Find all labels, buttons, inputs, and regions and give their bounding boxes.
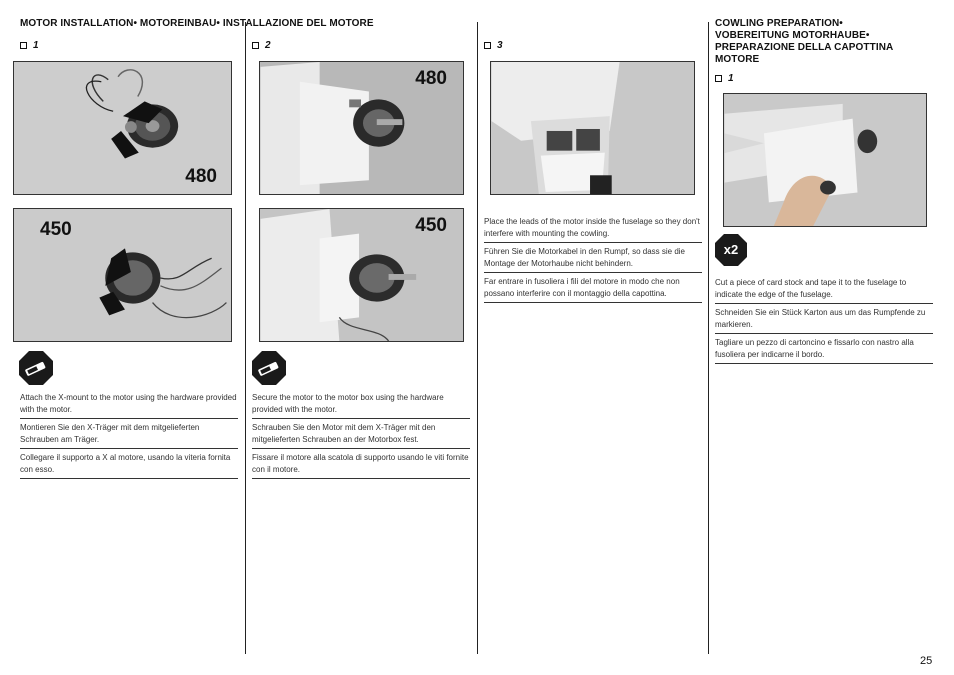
step-1-label (715, 73, 734, 84)
quantity-badge (715, 234, 747, 266)
photo-motor-leads-fuselage (490, 61, 695, 195)
heading-line: COWLING PREPARATION• (715, 18, 843, 29)
step-number: 3 (497, 40, 503, 51)
photo-motor-450-box (259, 208, 464, 342)
page-number: 25 (920, 655, 933, 667)
instruction-de: Montieren Sie den X-Träger mit dem mitgelieferten Schrauben am Träger. (20, 423, 200, 444)
instruction-it: Tagliare un pezzo di cartoncino e fissarlo con nastro alla fusoliera per indicarne il bordo. (715, 338, 914, 359)
instruction-en: Attach the X-mount to the motor using the hardware provided with the motor. (20, 393, 237, 414)
section-heading-motor-installation: MOTOR INSTALLATION• MOTOREINBAU• INSTALLAZIONE DEL MOTORE (20, 18, 374, 29)
checkbox-icon[interactable] (484, 42, 491, 49)
screwdriver-icon (252, 351, 286, 385)
checkbox-icon[interactable] (20, 42, 27, 49)
instruction-it: Fissare il motore alla scatola di supporto usando le viti fornite con il motore. (252, 453, 469, 474)
fuselage-illustration (491, 62, 694, 194)
instructions-step-1 (20, 389, 238, 479)
photo-cowling-card-stock (723, 93, 927, 227)
step-1-label (20, 40, 39, 51)
instructions-step-3 (484, 213, 702, 303)
variant-tag-450: 450 (415, 215, 447, 236)
column-divider-2 (477, 22, 478, 654)
variant-tag-480: 480 (415, 68, 447, 89)
instruction-it: Far entrare in fusoliera i fili del motore in modo che non possano interferire con il montaggio della capottina. (484, 277, 680, 298)
step-3-label (484, 40, 503, 51)
divider (252, 478, 470, 479)
photo-motor-480-xmount (13, 61, 232, 195)
variant-tag-450: 450 (40, 219, 72, 240)
step-number: 2 (265, 40, 271, 51)
divider (715, 363, 933, 364)
heading-line: MOTORE (715, 54, 760, 65)
checkbox-icon[interactable] (252, 42, 259, 49)
checkbox-icon[interactable] (715, 75, 722, 82)
column-divider-3 (708, 22, 709, 654)
instructions-cowling-step-1 (715, 274, 933, 364)
cowling-illustration (724, 94, 926, 226)
heading-line: VOBEREITUNG MOTORHAUBE• (715, 30, 870, 41)
quantity-badge-label: x2 (723, 242, 739, 257)
step-number: 1 (728, 73, 734, 84)
step-number: 1 (33, 40, 39, 51)
divider (20, 478, 238, 479)
instruction-en: Cut a piece of card stock and tape it to the fuselage to indicate the edge of the fuselage. (715, 278, 907, 299)
heading-line: PREPARAZIONE DELLA CAPOTTINA (715, 42, 894, 53)
section-heading-cowling-preparation (715, 18, 935, 66)
instruction-en: Secure the motor to the motor box using the hardware provided with the motor. (252, 393, 444, 414)
instruction-de: Schrauben Sie den Motor mit dem X-Träger mit den mitgelieferten Schrauben an der Motorbox fest. (252, 423, 436, 444)
instruction-de: Schneiden Sie ein Stück Karton aus um das Rumpfende zu markieren. (715, 308, 926, 329)
instruction-it: Collegare il supporto a X al motore, usando la viteria fornita con esso. (20, 453, 231, 474)
divider (484, 302, 702, 303)
instruction-de: Führen Sie die Motorkabel in den Rumpf, so dass sie die Montage der Motorhaube nicht behindern. (484, 247, 685, 268)
photo-motor-450-xmount (13, 208, 232, 342)
instruction-en: Place the leads of the motor inside the fuselage so they don't interfere with mounting the cowling. (484, 217, 700, 238)
screwdriver-icon (19, 351, 53, 385)
column-divider-1 (245, 22, 246, 654)
variant-tag-480: 480 (185, 166, 217, 187)
photo-motor-480-box (259, 61, 464, 195)
instructions-step-2 (252, 389, 470, 479)
step-2-label (252, 40, 271, 51)
